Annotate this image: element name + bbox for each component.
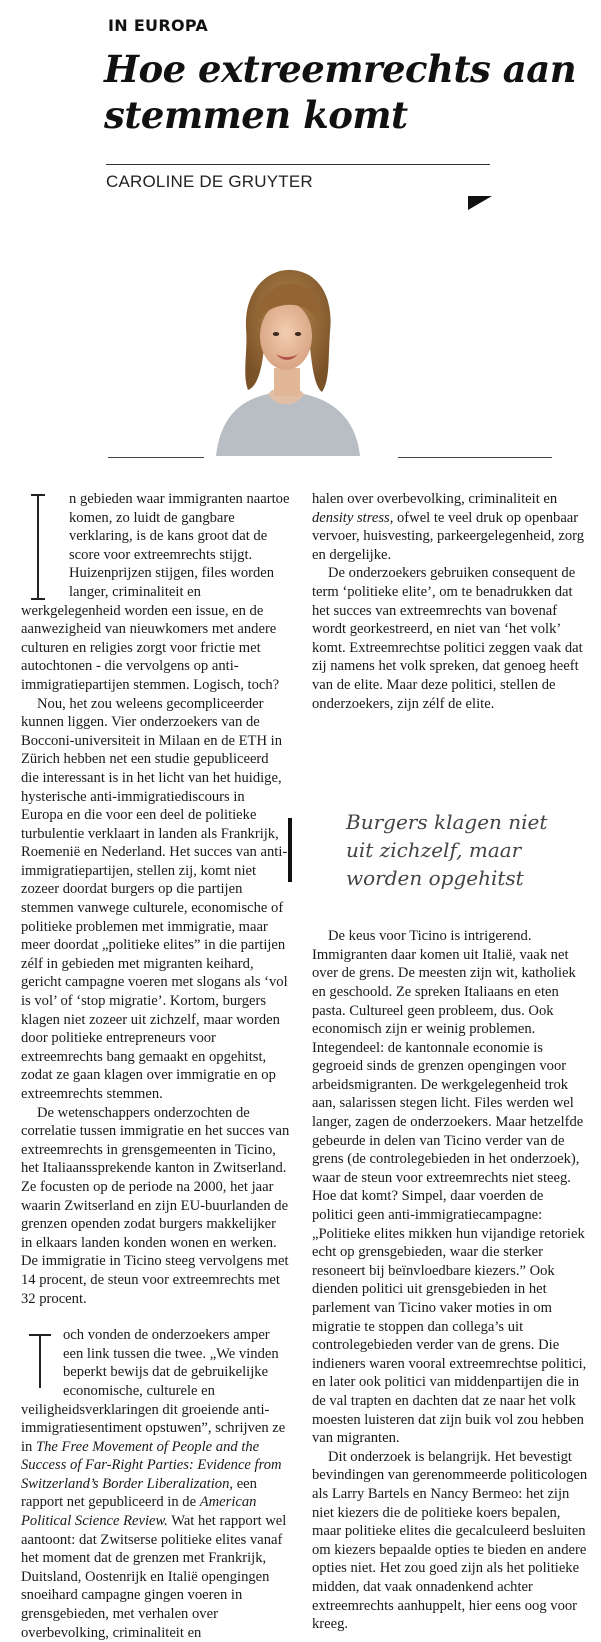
paragraph: [21, 490, 290, 695]
corner-triangle-icon: [468, 196, 492, 210]
paragraph: Nou, het zou weleens gecompliceerder kunnen liggen. Vier onderzoekers van de Bocconi-universiteit in Milaan en de ETH in Zürich hebben net een studie gepubliceerd die interessant is in het licht van het huidige, hysterische anti-immigratiediscours in Europa en die voor een deel de politieke turbulentie verklaart in landen als Frankrijk, Roemenië en Nederland. Het succes van anti-immigratiepartijen, stellen zij, komt niet zozeer doordat burgers op die partijen stemmen vanwege culturele, economische of politieke problemen met immigratie, maar meer doordat „politieke elites” in die partijen zélf in gebieden met migranten keihard, gericht campagne voeren met slogans als ‘vol is vol’ of ‘stop migratie’. Kortom, burgers klagen niet zozeer uit zichzelf, maar worden door politieke entrepreneurs voor extreemrechts bang gemaakt en opgehitst, zodat ze gaan klagen over immigratie en op extreemrechts stemmen.: [21, 695, 288, 1102]
headline: Hoe extreemrechts aan stemmen komt: [104, 47, 577, 137]
paragraph: Dit onderzoek is belangrijk. Het bevestigt bevindingen van gerenommeerde politicologen als Larry Bartels en Nancy Bermeo: het zijn niet kiezers die de politieke koers bepalen, maar politieke elites die gecalculeerd besluiten om kiezers bepaalde opties te bieden en andere opties niet. Het zou goed zijn als het politieke midden, dat vaak onnadenkend achter extreemrechts aanhuppelt, hier eens oog voor kreeg.: [312, 1448, 588, 1633]
pull-quote: Burgers klagen niet uit zichzelf, maar worden opgehitst: [346, 810, 548, 890]
byline-rule: [106, 164, 490, 165]
paragraph: halen over overbevolking, criminaliteit en density stress, ofwel te veel druk op openbaar vervoer, huisvesting, parkeergelegenheid, zorg en dergelijke.: [312, 491, 585, 563]
paragraph-text: Wat het rapport wel aantoont: dat Zwitserse politieke elites vanaf het moment dat de grenzen met Frankrijk, Duitsland, Oostenrijk en Italië opengingen snoeihard campagne gingen voeren in grensgebieden, met verhalen over overbevolking, criminaliteit en: [21, 1513, 287, 1641]
drop-cap-i: [29, 494, 59, 600]
paragraph: De onderzoekers gebruiken consequent de term ‘politieke elite’, om te benadrukken dat het succes van extreemrechts van bovenaf wordt georkestreerd, en niet van ‘het volk’ komt. Extreemrechtse politici zeggen vaak dat zij namens het volk spreken, dat genoeg heeft van de elite. Maar deze politici, stellen de onderzoekers, zijn zélf de elite.: [312, 565, 583, 712]
journal-title: American Political Science Review.: [21, 1494, 257, 1530]
report-title: The Free Movement of People and the Success of Far-Right Parties: Evidence from Switzerland’s Border Liberalization: [21, 1438, 282, 1492]
drop-cap-t: [29, 1330, 55, 1386]
article-column-right: [312, 490, 588, 1634]
paragraph-text: , een rapport net gepubliceerd in de: [21, 1475, 257, 1511]
byline: CAROLINE DE GRUYTER: [106, 172, 313, 191]
article-column-left: [21, 490, 290, 1642]
photo-rule-right: [398, 457, 552, 458]
paragraph: [21, 1326, 290, 1642]
paragraph-text: och vonden de onderzoekers amper een link tussen die twee. „We vinden beperkt bewijs dat de gebruikelijke economische, culturele en veiligheidsverklaringen dit groeiende anti-immigratiesentiment opstuwen”, schrijven ze in: [21, 1327, 286, 1455]
paragraph: De wetenschappers onderzochten de correlatie tussen immigratie en het succes van extreemrechts in grensgemeenten in Ticino, het Italiaanssprekende kanton in Zwitserland. Ze focusten op de periode na 2000, het jaar waarin Zwitserland en zijn EU-buurlanden de grenzen openden zodat burgers makkelijker in elkaars landen konden wonen en werken. De immigratie in Ticino steeg vervolgens met 14 procent, de steun voor extreemrechts met 32 procent.: [21, 1104, 290, 1307]
photo-rule-left: [108, 457, 204, 458]
section-rubric: IN EUROPA: [108, 16, 209, 35]
paragraph-text: n gebieden waar immigranten naartoe komen, zo luidt de gangbare verklaring, is de kans groot dat de score voor extreemrechts stijgt. Huizenprijzen stijgen, files worden langer, criminaliteit en werkgelegenheid worden een issue, en de aanwezigheid van nieuwkomers met andere culturen en religies zorgt voor frictie met autochtonen - die vervolgens op anti-immigratiepartijen stemmen. Logisch, toch?: [21, 491, 290, 693]
pull-quote-bar: [288, 818, 292, 882]
paragraph: De keus voor Ticino is intrigerend. Immigranten daar komen uit Italië, vaak net over de grens. De meesten zijn wit, katholiek en geschoold. Ze spreken Italiaans en eten pasta. Cultureel geen probleem, dus. Ook economisch zijn er weinig problemen. Integendeel: de kantonnale economie is gegroeid sinds de grenzen opengingen voor arbeidsmigranten. De werkgelegenheid trok aan, salarissen stegen licht. Files werden wel langer, zagen de onderzoekers. Maar hetzelfde gebeurde in delen van Ticino verder van de grens (de controlegebieden in het onderzoek), waar de steun voor extreemrechts niet steeg. Hoe dat komt? Simpel, daar voerden de politici geen anti-immigratiecampagne: „Politieke elites mikken hun vijandige retoriek echt op grensgebieden, waar die sterker resoneert bij beïnvloedbare kiezers.” Ook dienden politici uit grensgebieden in het parlement van Ticino vaker moties in om migratie te stoppen dan collega’s uit controlegebieden verder van de grens. Die indieners waren vooral extreemrechtse politici, en later ook politici van middenpartijen die in de val trapten en dachten dat ze naar het volk moesten luisteren dat zijn buik vol zou hebben van migranten.: [312, 928, 587, 1447]
term: density stress: [312, 509, 390, 526]
author-photo: [206, 268, 366, 456]
